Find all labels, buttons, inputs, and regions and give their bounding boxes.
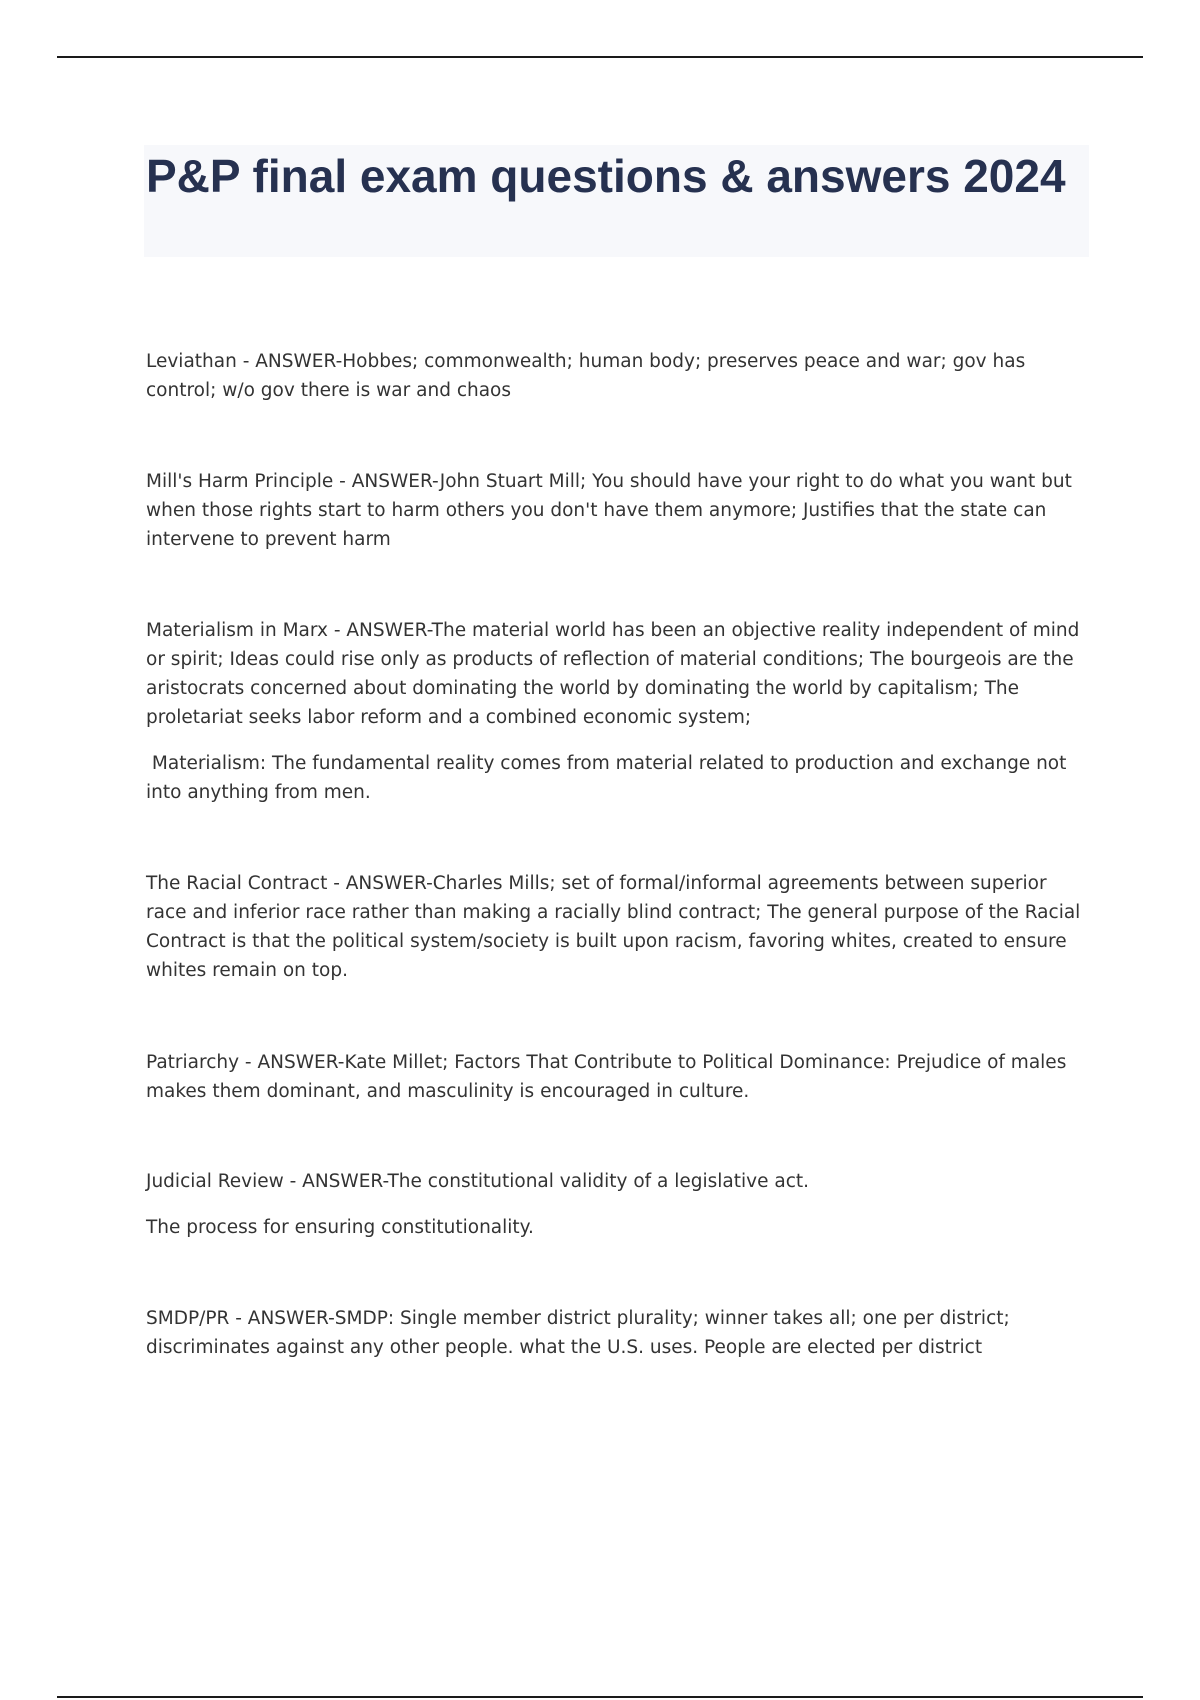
bottom-page-rule <box>57 1696 1143 1698</box>
top-page-rule <box>57 56 1143 58</box>
entry-paragraph: Materialism in Marx - ANSWER-The material world has been an objective reality independent of mind or spirit; Ideas could rise only as products of reflection of material conditions; The bourgeois are the aristocrats concerned about dominating the world by dominating the world by capitalism; The proletariat seeks labor reform and a combined economic system; <box>146 620 1086 728</box>
entry-smdp-pr <box>146 1304 1086 1362</box>
entry-mills-harm-principle <box>146 467 1086 554</box>
entry-paragraph: Mill's Harm Principle - ANSWER-John Stuart Mill; You should have your right to do what you want but when those rights start to harm others you don't have them anymore; Justifies that the state can intervene to prevent harm <box>146 471 1078 550</box>
entry-materialism-in-marx <box>146 616 1086 807</box>
entry-paragraph: Leviathan - ANSWER-Hobbes; commonwealth; human body; preserves peace and war; gov has control; w/o gov there is war and chaos <box>146 351 1032 401</box>
entry-paragraph: The process for ensuring constitutionality. <box>146 1217 534 1238</box>
entry-judicial-review <box>146 1167 1086 1242</box>
entry-paragraph: Materialism: The fundamental reality comes from material related to production and exchange not into anything from men. <box>146 753 1073 803</box>
entry-racial-contract <box>146 869 1086 985</box>
entry-paragraph: Judicial Review - ANSWER-The constitutional validity of a legislative act. <box>146 1171 810 1192</box>
entry-patriarchy <box>146 1048 1086 1106</box>
entry-paragraph: SMDP/PR - ANSWER-SMDP: Single member district plurality; winner takes all; one per district; discriminates against any other people. what the U.S. uses. People are elected per district <box>146 1308 1016 1358</box>
page-title: P&P final exam questions & answers 2024 <box>146 150 1066 202</box>
entry-paragraph: The Racial Contract - ANSWER-Charles Mills; set of formal/informal agreements between superior race and inferior race rather than making a racially blind contract; The general purpose of the Racial Contract is that the political system/society is built upon racism, favoring whites, created to ensure whites remain on top. <box>146 873 1087 981</box>
entry-paragraph: Patriarchy - ANSWER-Kate Millet; Factors That Contribute to Political Dominance: Prejudice of males makes them dominant, and masculinity is encouraged in culture. <box>146 1052 1073 1102</box>
entry-leviathan <box>146 347 1086 405</box>
